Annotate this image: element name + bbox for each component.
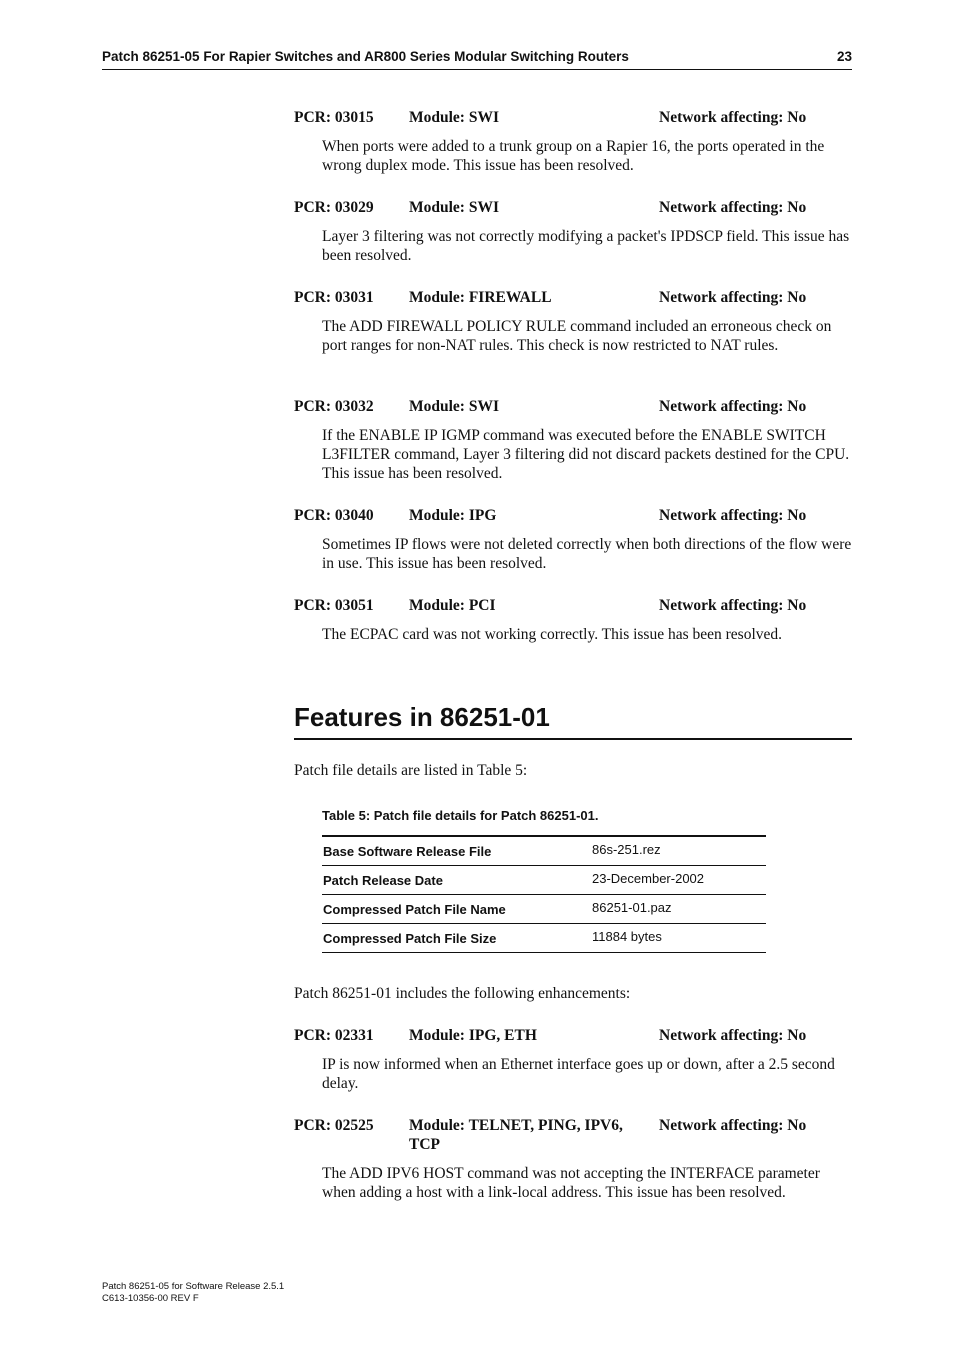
- table-value: 86251-01.paz: [592, 900, 672, 915]
- pcr-description: Sometimes IP flows were not deleted correctly when both directions of the flow were in use. This issue has been resolved.: [322, 536, 852, 573]
- pcr-description: The ADD IPV6 HOST command was not accepting the INTERFACE parameter when adding a host with a link-local address. This issue has been resolved.: [322, 1165, 820, 1202]
- pcr-network-affecting: Network affecting: No: [659, 507, 807, 524]
- pcr-number: PCR: 03015: [294, 109, 374, 126]
- table-row: [322, 924, 766, 953]
- footer-line: C613-10356-00 REV F: [102, 1293, 199, 1304]
- enhancements-intro: Patch 86251-01 includes the following enhancements:: [294, 985, 631, 1002]
- pcr-module: Module: IPG, ETH: [409, 1027, 537, 1044]
- pcr-number: PCR: 03040: [294, 507, 374, 524]
- pcr-number: PCR: 03031: [294, 289, 374, 306]
- table-key: Base Software Release File: [323, 844, 492, 859]
- table-value: 86s-251.rez: [592, 842, 661, 857]
- table-value: 23-December-2002: [592, 871, 705, 886]
- page-number: 23: [836, 49, 852, 64]
- table-value: 11884 bytes: [592, 929, 662, 944]
- table-key: Compressed Patch File Size: [323, 931, 497, 946]
- pcr-module: Module: SWI: [409, 109, 499, 126]
- table-key: Compressed Patch File Name: [323, 902, 506, 917]
- pcr-module: Module: IPG: [409, 507, 497, 524]
- pcr-network-affecting: Network affecting: No: [659, 289, 807, 306]
- pcr-number: PCR: 03029: [294, 199, 374, 216]
- pcr-description: If the ENABLE IP IGMP command was executed before the ENABLE SWITCH L3FILTER command, Layer 3 filtering did not discard packets destined for the CPU. This issue has been resolved.: [322, 427, 850, 483]
- pcr-network-affecting: Network affecting: No: [659, 398, 807, 415]
- pcr-network-affecting: Network affecting: No: [659, 199, 807, 216]
- section-heading: Features in 86251-01: [294, 700, 852, 740]
- pcr-module: Module: PCI: [409, 597, 496, 614]
- patch-details-table: [322, 835, 766, 953]
- table-key: Patch Release Date: [323, 873, 443, 888]
- table-row: [322, 837, 766, 866]
- pcr-description: The ADD FIREWALL POLICY RULE command included an erroneous check on port ranges for non-NAT rules. This check is now restricted to NAT rules.: [322, 318, 832, 355]
- pcr-description: IP is now informed when an Ethernet interface goes up or down, after a 2.5 second delay.: [322, 1056, 835, 1093]
- pcr-description: The ECPAC card was not working correctly. This issue has been resolved.: [322, 626, 783, 643]
- pcr-number: PCR: 02331: [294, 1027, 374, 1044]
- pcr-network-affecting: Network affecting: No: [659, 597, 807, 614]
- pcr-number: PCR: 03051: [294, 597, 374, 614]
- table-caption: Table 5: Patch file details for Patch 86251-01.: [322, 808, 599, 823]
- running-header: [102, 48, 852, 70]
- pcr-network-affecting: Network affecting: No: [659, 1117, 807, 1134]
- footer-line: Patch 86251-05 for Software Release 2.5.1: [102, 1281, 285, 1292]
- section-intro: Patch file details are listed in Table 5:: [294, 762, 528, 779]
- pcr-module: Module: SWI: [409, 199, 499, 216]
- pcr-module: Module: SWI: [409, 398, 499, 415]
- pcr-description: Layer 3 filtering was not correctly modifying a packet's IPDSCP field. This issue has been resolved.: [322, 228, 850, 265]
- pcr-network-affecting: Network affecting: No: [659, 1027, 807, 1044]
- pcr-module: Module: TELNET, PING, IPV6, TCP: [409, 1117, 623, 1153]
- pcr-description: When ports were added to a trunk group on a Rapier 16, the ports operated in the wrong duplex mode. This issue has been resolved.: [322, 138, 825, 175]
- table-row: [322, 895, 766, 924]
- header-title: Patch 86251-05 For Rapier Switches and AR800 Series Modular Switching Routers: [102, 49, 629, 64]
- pcr-module: Module: FIREWALL: [409, 289, 552, 306]
- pcr-network-affecting: Network affecting: No: [659, 109, 807, 126]
- pcr-number: PCR: 02525: [294, 1117, 374, 1134]
- page-footer: [102, 1281, 284, 1305]
- pcr-number: PCR: 03032: [294, 398, 374, 415]
- table-row: [322, 866, 766, 895]
